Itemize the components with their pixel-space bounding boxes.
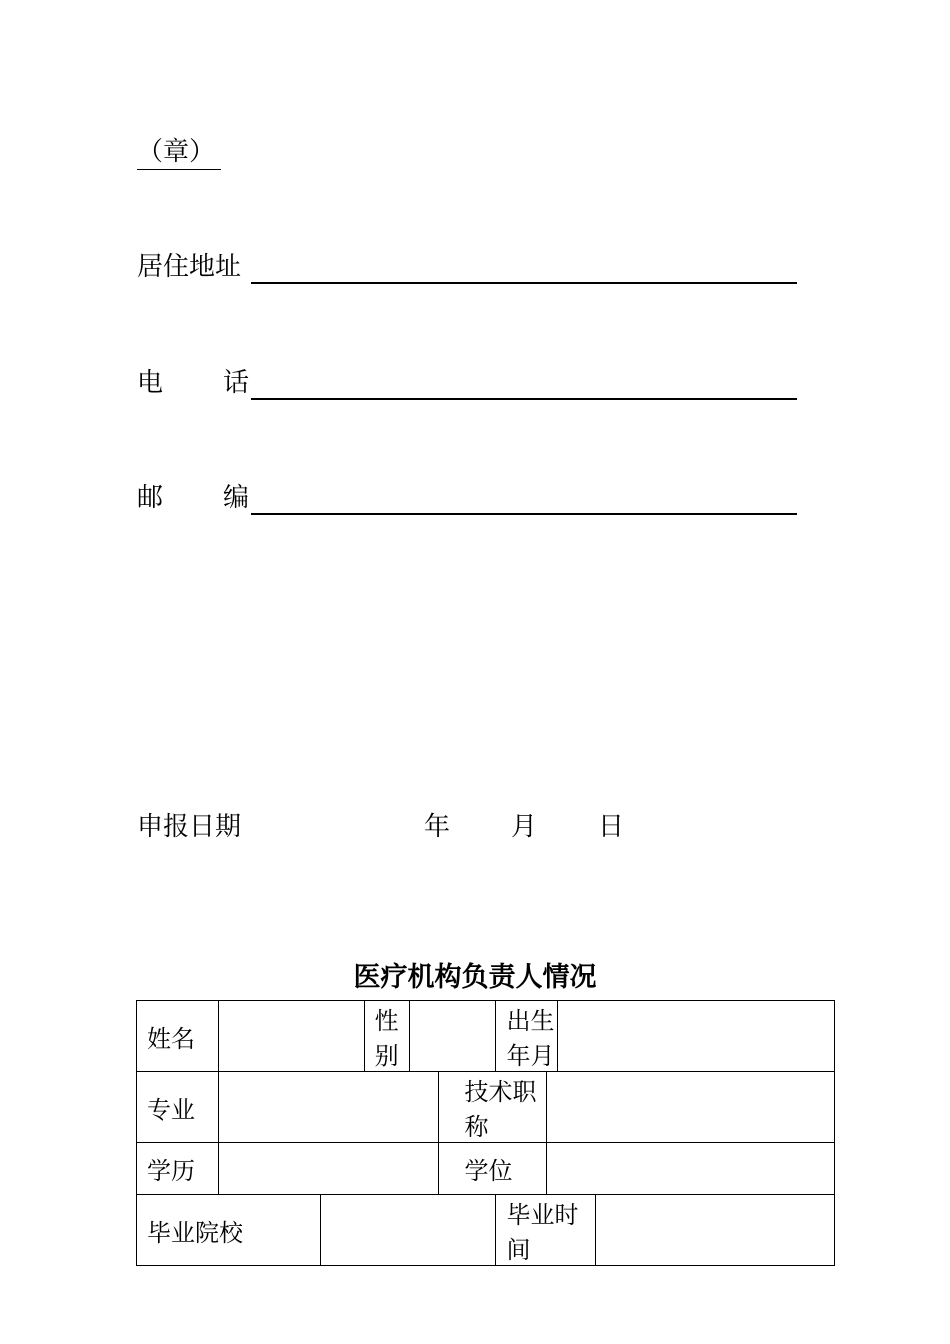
name-cell[interactable] [218,1001,364,1072]
phone-input-line[interactable] [251,398,797,400]
phone-field [137,366,797,400]
phone-label-1: 电 [137,368,164,398]
report-date-row [137,810,737,844]
address-label: 居住地址 [137,252,242,282]
director-info-table [136,1000,835,1266]
major-label: 专业 [137,1072,219,1143]
gender-label: 性别 [364,1001,409,1072]
postcode-label-1: 邮 [137,483,164,513]
table-title: 医疗机构负责人情况 [353,962,597,993]
postcode-label-2: 编 [223,483,250,513]
birth-cell[interactable] [558,1001,835,1072]
education-cell[interactable] [218,1143,438,1195]
gender-cell[interactable] [409,1001,496,1072]
degree-label: 学位 [438,1143,547,1195]
school-label: 毕业院校 [137,1195,321,1266]
phone-label-2: 话 [223,368,250,398]
seal-label: （章） [137,135,221,170]
birth-label: 出生年月 [496,1001,558,1072]
major-cell[interactable] [218,1072,438,1143]
degree-cell[interactable] [547,1143,835,1195]
day-label: 日 [598,812,625,842]
grad-time-cell[interactable] [596,1195,835,1266]
education-label: 学历 [137,1143,219,1195]
grad-time-label: 毕业时间 [496,1195,596,1266]
report-date-label: 申报日期 [137,812,242,842]
name-label: 姓名 [137,1001,219,1072]
title-cell[interactable] [547,1072,835,1143]
address-input-line[interactable] [251,282,797,284]
title-label: 技术职称 [438,1072,547,1143]
address-field [137,250,797,284]
school-cell[interactable] [320,1195,496,1266]
year-label: 年 [424,812,451,842]
month-label: 月 [511,812,538,842]
postcode-field [137,481,797,515]
postcode-input-line[interactable] [251,513,797,515]
